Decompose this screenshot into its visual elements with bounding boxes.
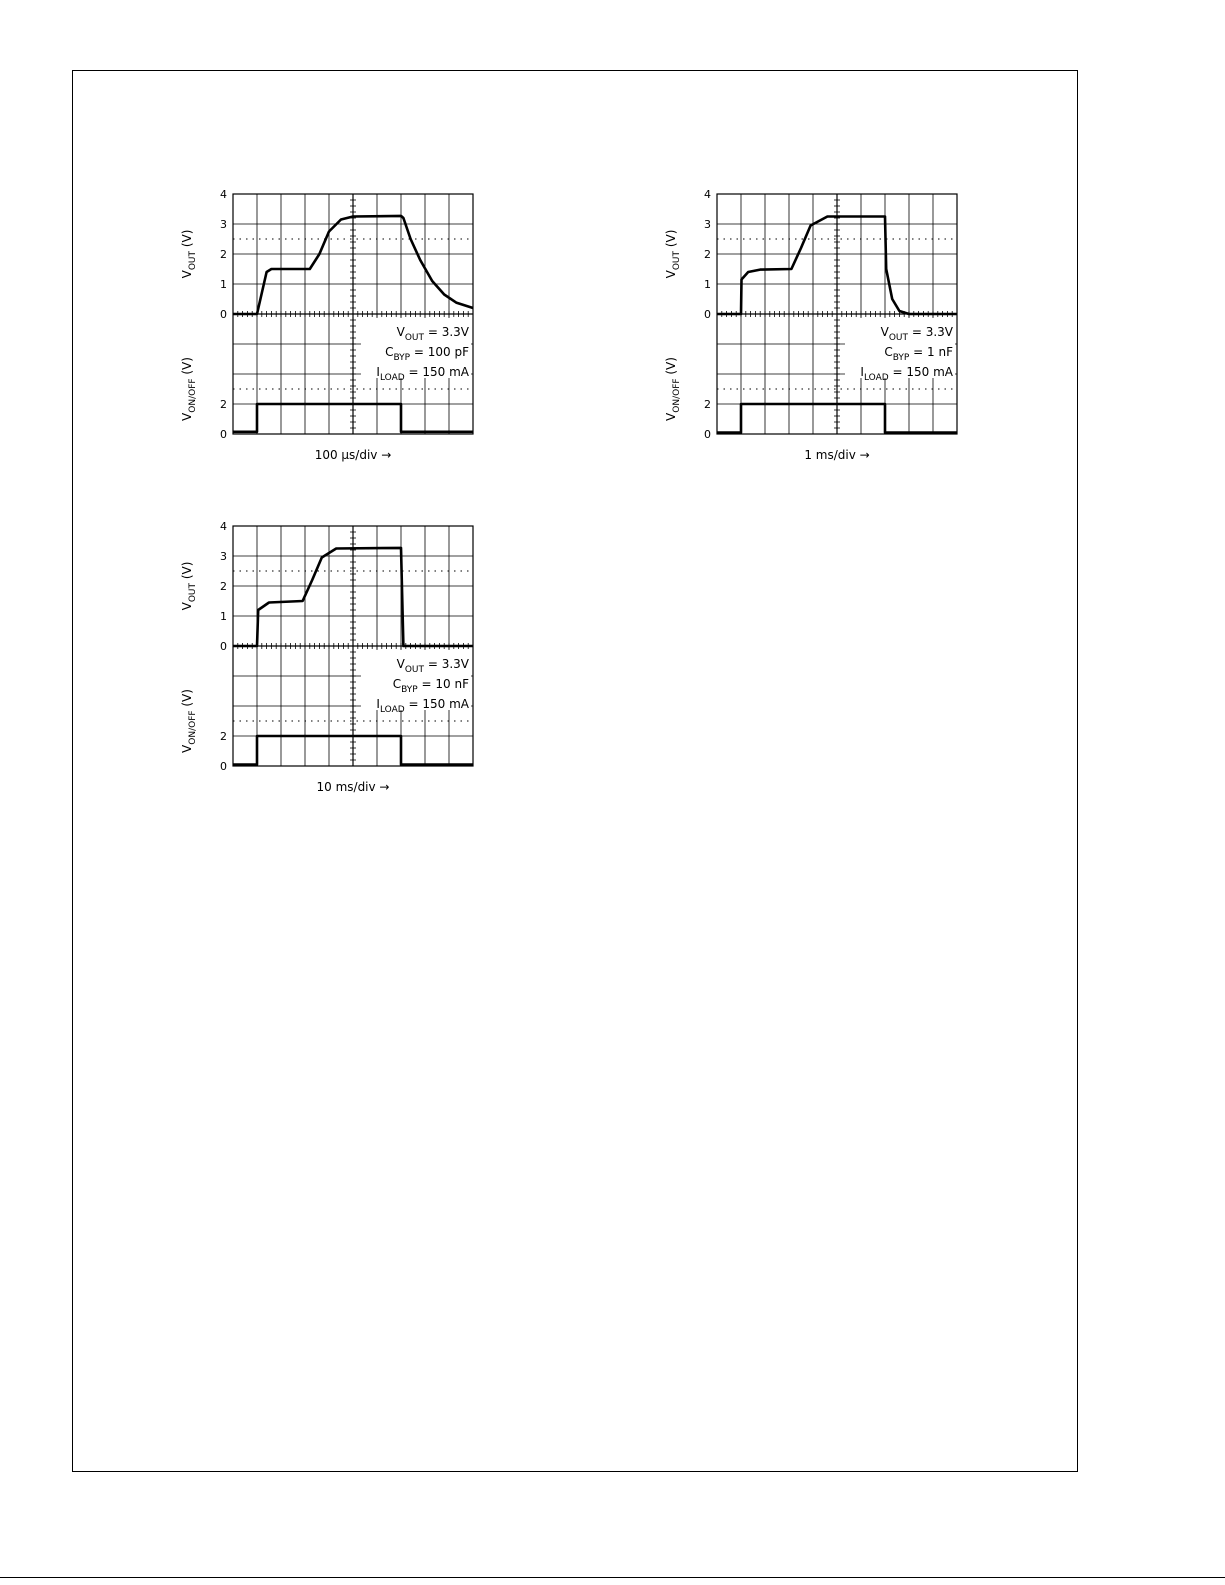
upper-tick-label: 4 [220, 520, 227, 533]
scope-chart-2 [654, 180, 974, 470]
upper-tick-label: 3 [704, 218, 711, 231]
lower-tick-label: 0 [704, 428, 711, 441]
lower-tick-label: 0 [220, 428, 227, 441]
annotation-line: $C_{BYP} = 1$ nF [884, 345, 953, 363]
annotation-line: $V_{OUT} = 3.3V$ [396, 325, 469, 343]
lower-tick-label: 0 [220, 760, 227, 773]
upper-tick-label: 0 [704, 308, 711, 321]
upper-tick-label: 2 [220, 580, 227, 593]
upper-tick-label: 2 [220, 248, 227, 261]
x-axis-label: 100 μs/div → [314, 448, 392, 462]
upper-tick-label: 1 [220, 278, 227, 291]
upper-tick-label: 2 [704, 248, 711, 261]
upper-axis-label: $V_{OUT}$ (V) [180, 229, 198, 279]
lower-tick-label: 2 [704, 398, 711, 411]
bottom-rule [0, 1577, 1225, 1578]
annotation-line: $I_{LOAD} = 150$ mA [860, 365, 953, 383]
upper-tick-label: 1 [704, 278, 711, 291]
annotation-line: $V_{OUT} = 3.3V$ [880, 325, 953, 343]
upper-tick-label: 3 [220, 550, 227, 563]
annotation-line: $C_{BYP} = 10$ nF [392, 677, 469, 695]
scope-chart-1 [170, 180, 490, 470]
x-axis-label: 1 ms/div → [804, 448, 870, 462]
annotation-line: $V_{OUT} = 3.3V$ [396, 657, 469, 675]
grid [233, 194, 473, 434]
upper-tick-label: 4 [704, 188, 711, 201]
x-axis-label: 10 ms/div → [316, 780, 390, 794]
upper-tick-label: 0 [220, 640, 227, 653]
annotation-line: $I_{LOAD} = 150$ mA [376, 365, 469, 383]
lower-axis-label: $V_{ON/OFF}$ (V) [664, 357, 682, 421]
annotation-line: $C_{BYP} = 100$ pF [385, 345, 469, 363]
lower-axis-label: $V_{ON/OFF}$ (V) [180, 357, 198, 421]
upper-tick-label: 3 [220, 218, 227, 231]
lower-tick-label: 2 [220, 730, 227, 743]
upper-tick-label: 0 [220, 308, 227, 321]
annotation-line: $I_{LOAD} = 150$ mA [376, 697, 469, 715]
upper-axis-label: $V_{OUT}$ (V) [180, 561, 198, 611]
upper-tick-label: 1 [220, 610, 227, 623]
lower-tick-label: 2 [220, 398, 227, 411]
scope-chart-3 [170, 512, 490, 802]
upper-axis-label: $V_{OUT}$ (V) [664, 229, 682, 279]
lower-axis-label: $V_{ON/OFF}$ (V) [180, 689, 198, 753]
upper-tick-label: 4 [220, 188, 227, 201]
